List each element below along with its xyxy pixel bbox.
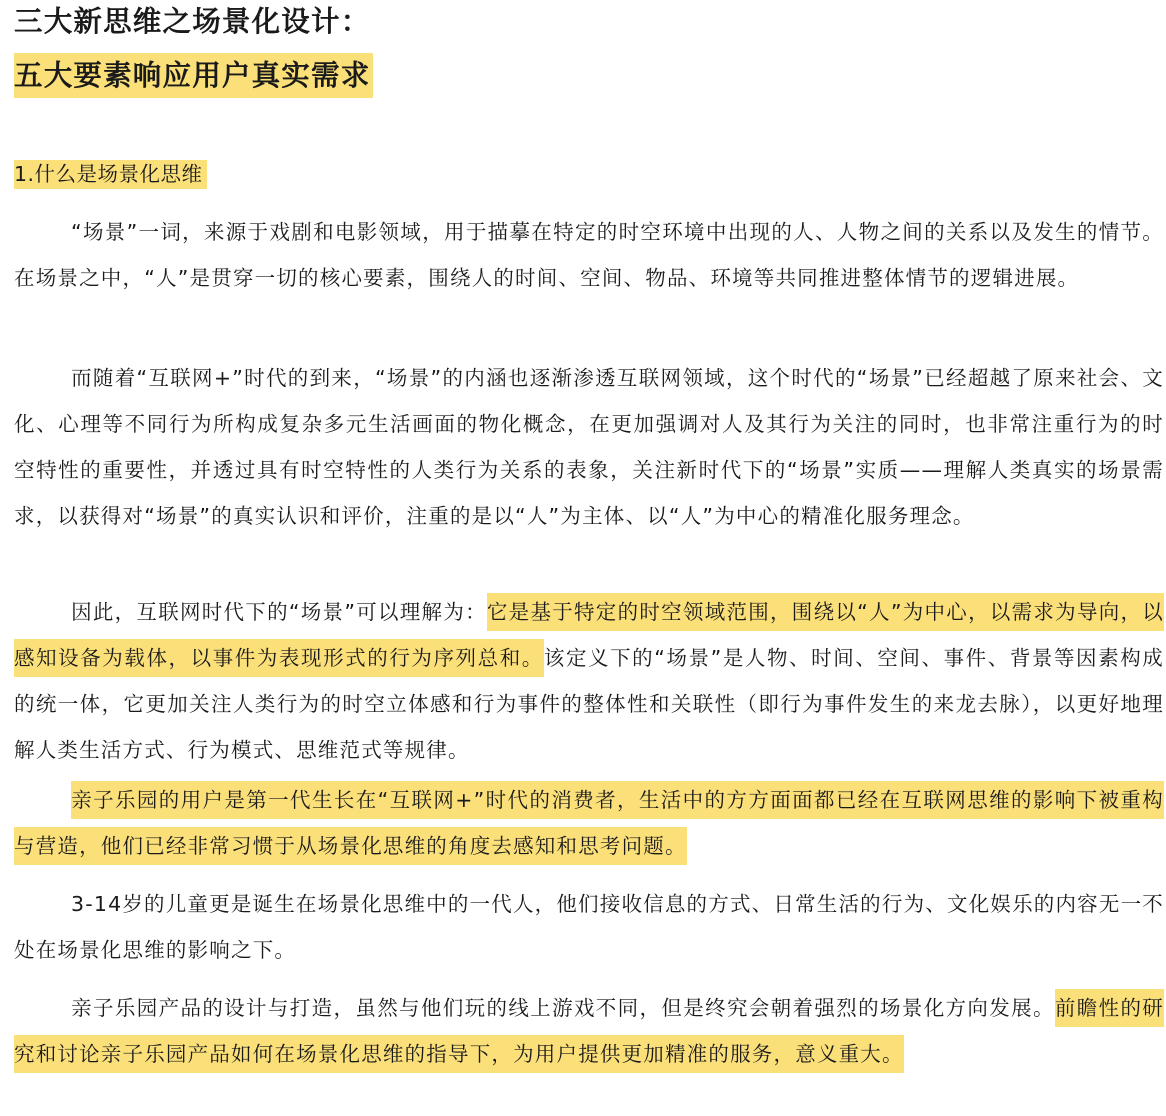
- paragraph-4: [14, 777, 1164, 869]
- paragraph-5: [14, 881, 1164, 973]
- paragraph-6-text-before: 亲子乐园产品的设计与打造，虽然与他们玩的线上游戏不同，但是终究会朝着强烈的场景化方向发展。: [71, 996, 1055, 1020]
- paragraph-4-highlight: 亲子乐园的用户是第一代生长在“互联网+”时代的消费者，生活中的方方面面都已经在互联网思维的影响下被重构与营造，他们已经非常习惯于从场景化思维的角度去感知和思考问题。: [14, 781, 1164, 865]
- paragraph-3-text-before: 因此，互联网时代下的“场景”可以理解为：: [71, 600, 487, 624]
- page-title-line-2: [14, 59, 373, 92]
- paragraph-3-highlight: 它是基于特定的时空领域范围，围绕以“人”为中心，以需求为导向，以感知设备为载体，以事件为表现形式的行为序列总和。: [14, 593, 1164, 677]
- paragraph-3-text-after: 该定义下的“场景”是人物、时间、空间、事件、背景等因素构成的统一体，它更加关注人类行为的时空立体感和行为事件的整体性和关联性（即行为事件发生的来龙去脉），以更好地理解人类生活方式、行为模式、思维范式等规律。: [14, 646, 1164, 762]
- paragraph-1-text: “场景”一词，来源于戏剧和电影领域，用于描摹在特定的时空环境中出现的人、人物之间的关系以及发生的情节。在场景之中，“人”是贯穿一切的核心要素，围绕人的时间、空间、物品、环境等共同推进整体情节的逻辑进展。: [14, 220, 1164, 290]
- paragraph-5-text: 3-14岁的儿童更是诞生在场景化思维中的一代人，他们接收信息的方式、日常生活的行为、文化娱乐的内容无一不处在场景化思维的影响之下。: [14, 892, 1164, 962]
- paragraph-1: [14, 209, 1164, 301]
- paragraph-6: [14, 985, 1164, 1077]
- paragraph-3: [14, 589, 1164, 773]
- paragraph-6-highlight: 前瞻性的研究和讨论亲子乐园产品如何在场景化思维的指导下，为用户提供更加精准的服务，意义重大。: [14, 989, 1164, 1073]
- page-title-line-1: 三大新思维之场景化设计：: [14, 5, 371, 38]
- paragraph-2-text: 而随着“互联网+”时代的到来，“场景”的内涵也逐渐渗透互联网领域，这个时代的“场景”已经超越了原来社会、文化、心理等不同行为所构成复杂多元生活画面的物化概念，在更加强调对人及其行为关注的同时，也非常注重行为的时空特性的重要性，并透过具有时空特性的人类行为关系的表象，关注新时代下的“场景”实质——理解人类真实的场景需求，以获得对“场景”的真实认识和评价，注重的是以“人”为主体、以“人”为中心的精准化服务理念。: [14, 366, 1164, 528]
- section-heading: 1.什么是场景化思维: [14, 160, 207, 189]
- paragraph-2: [14, 355, 1164, 539]
- page-title-highlight: 五大要素响应用户真实需求: [14, 53, 373, 98]
